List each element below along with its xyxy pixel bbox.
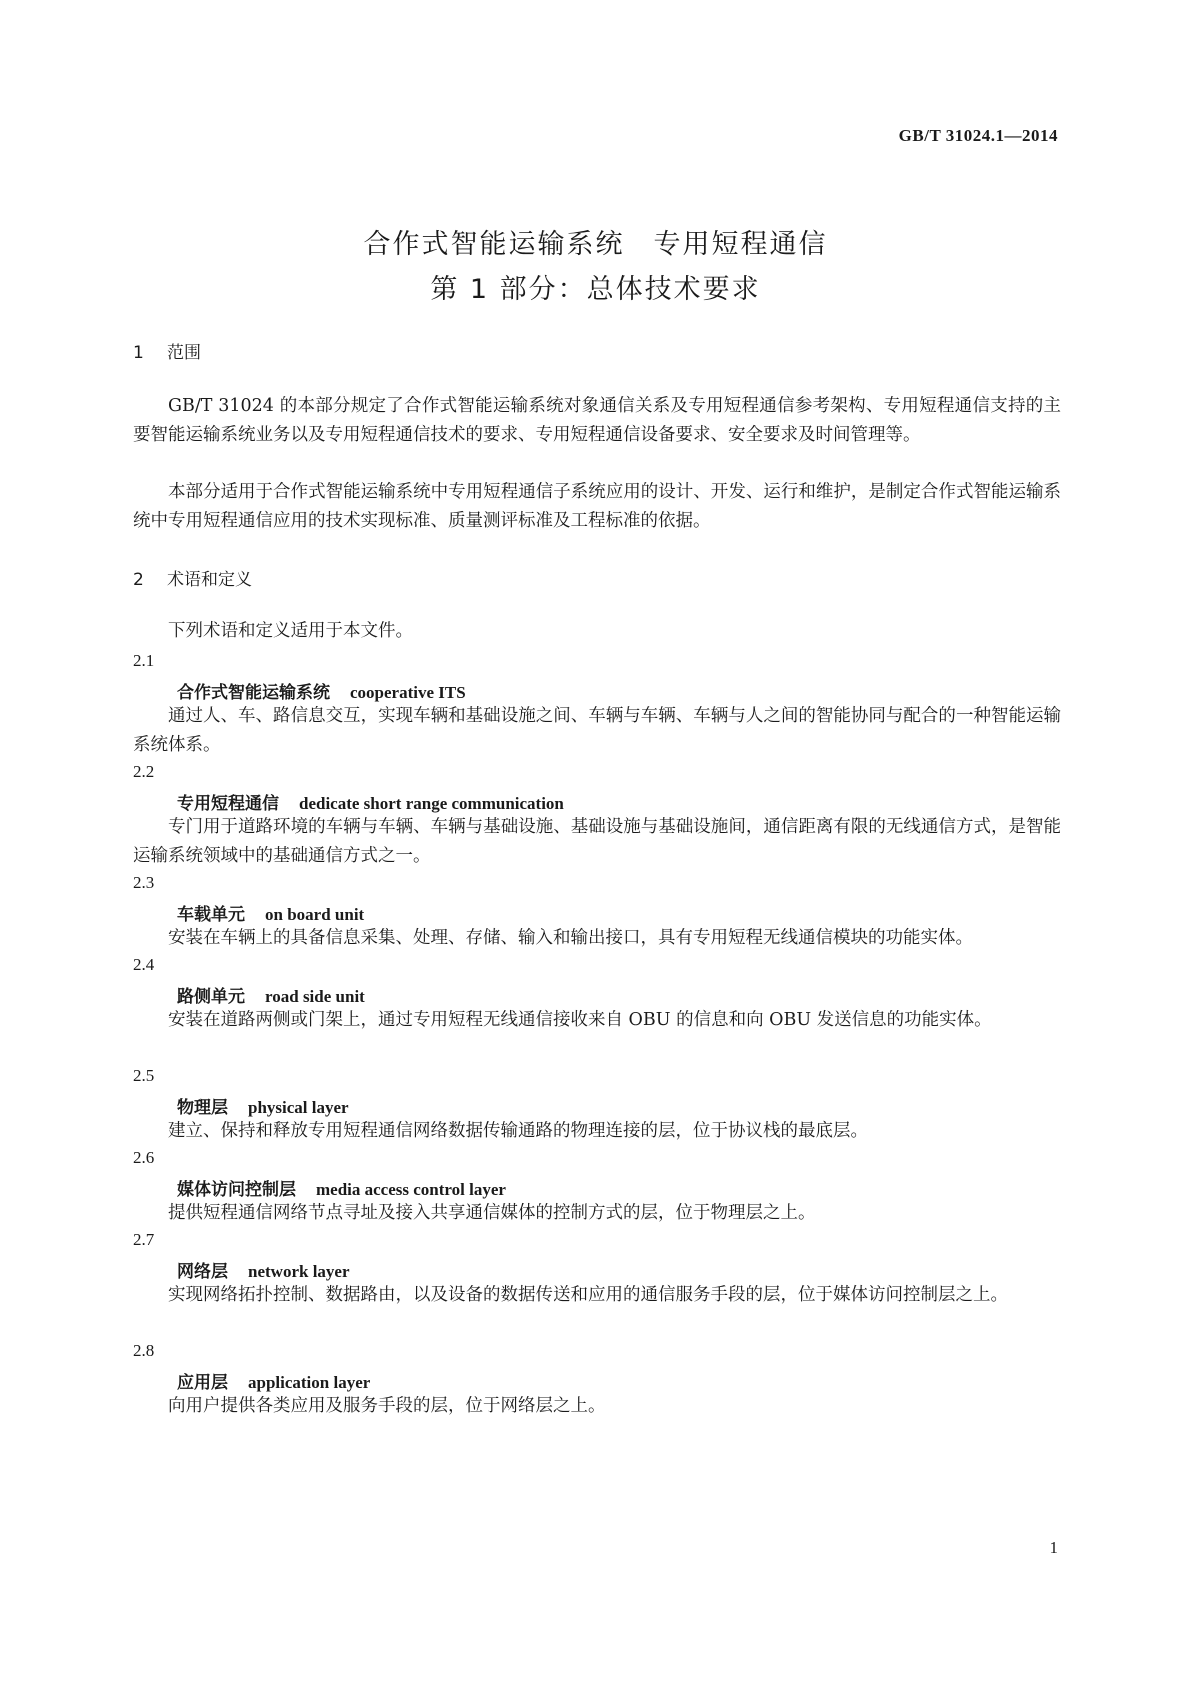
title-line-2: 第 1 部分：总体技术要求 [430,274,761,305]
term-heading [177,1093,349,1118]
term-definition: 建立、保持和释放专用短程通信网络数据传输通路的物理连接的层，位于协议栈的最底层。 [168,1121,868,1141]
term-en: physical layer [248,1098,349,1117]
section-title: 术语和定义 [167,570,252,590]
term-number: 2.8 [133,1341,155,1360]
term-number: 2.6 [133,1148,155,1167]
page-number: 1 [1049,1538,1058,1557]
section-number: 1 [133,343,144,363]
section-number: 2 [133,570,144,590]
term-zh: 车载单元 [177,905,245,925]
term-zh: 专用短程通信 [177,794,279,814]
title-line-1: 合作式智能运输系统 专用短程通信 [363,229,828,260]
term-number: 2.5 [133,1066,155,1085]
term-number: 2.1 [133,651,155,670]
section-title: 范围 [167,343,201,363]
section-2-heading [133,565,252,590]
term-zh: 物理层 [177,1098,228,1118]
term-heading [177,1257,350,1282]
term-definition: 安装在车辆上的具备信息采集、处理、存储、输入和输出接口，具有专用短程无线通信模块的功能实体。 [168,928,973,948]
term-zh: 路侧单元 [177,987,245,1007]
term-heading [177,678,466,703]
term-heading [177,982,365,1007]
term-zh: 网络层 [177,1262,228,1282]
term-zh: 应用层 [177,1373,228,1393]
section-1-heading [133,338,201,363]
term-number: 2.4 [133,955,155,974]
term-en: cooperative ITS [350,683,466,702]
term-number: 2.7 [133,1230,155,1249]
terms-intro: 下列术语和定义适用于本文件。 [168,621,413,641]
term-en: application layer [248,1373,371,1392]
term-en: on board unit [265,905,365,924]
standard-code: GB/T 31024.1—2014 [898,126,1058,145]
term-heading [177,789,564,814]
term-heading [177,900,364,925]
term-definition: 向用户提供各类应用及服务手段的层，位于网络层之上。 [168,1396,606,1416]
document-title [0,222,1191,312]
scope-paragraph-1: GB/T 31024 的本部分规定了合作式智能运输系统对象通信关系及专用短程通信参考架构、专用短程通信支持的主要智能运输系统业务以及专用短程通信技术的要求、专用短程通信设备要求、安全要求及时间管理等。 [133,396,1061,445]
term-en: road side unit [265,987,365,1006]
term-definition: 通过人、车、路信息交互，实现车辆和基础设施之间、车辆与车辆、车辆与人之间的智能协同与配合的一种智能运输系统体系。 [133,706,1061,755]
term-zh: 媒体访问控制层 [177,1180,296,1200]
term-heading [177,1368,370,1393]
term-en: dedicate short range communication [299,794,564,813]
term-definition: 安装在道路两侧或门架上，通过专用短程无线通信接收来自 OBU 的信息和向 OBU 发送信息的功能实体。 [168,1010,992,1030]
term-number: 2.2 [133,762,155,781]
term-heading [177,1175,506,1200]
term-number: 2.3 [133,873,155,892]
term-definition: 实现网络拓扑控制、数据路由，以及设备的数据传送和应用的通信服务手段的层，位于媒体访问控制层之上。 [168,1285,1008,1305]
term-zh: 合作式智能运输系统 [177,683,330,703]
term-en: media access control layer [316,1180,506,1199]
term-definition: 提供短程通信网络节点寻址及接入共享通信媒体的控制方式的层，位于物理层之上。 [168,1203,816,1223]
term-definition: 专门用于道路环境的车辆与车辆、车辆与基础设施、基础设施与基础设施间，通信距离有限的无线通信方式，是智能运输系统领域中的基础通信方式之一。 [133,817,1061,866]
scope-paragraph-2: 本部分适用于合作式智能运输系统中专用短程通信子系统应用的设计、开发、运行和维护，是制定合作式智能运输系统中专用短程通信应用的技术实现标准、质量测评标准及工程标准的依据。 [133,482,1061,531]
term-en: network layer [248,1262,350,1281]
